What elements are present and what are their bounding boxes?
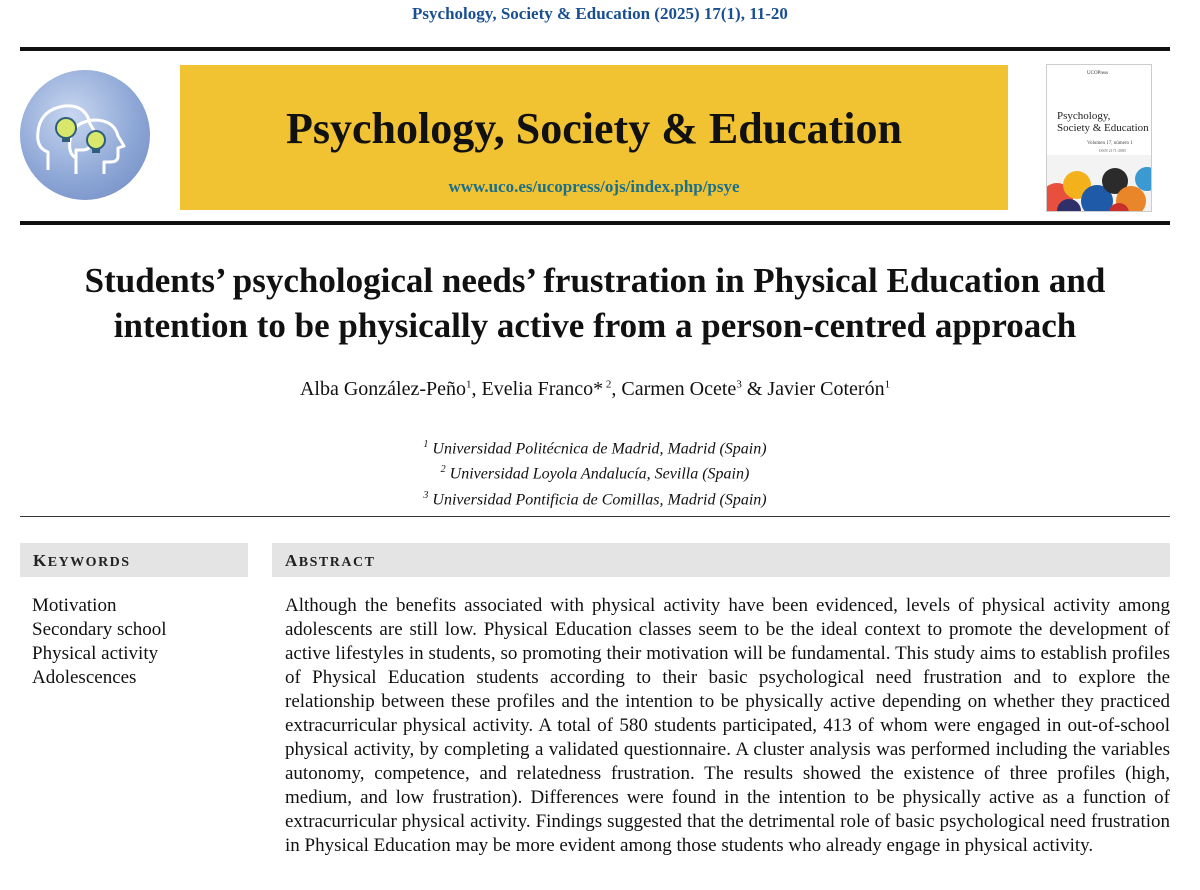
affiliation-number: 3 — [423, 489, 429, 501]
article-title: Students’ psychological needs’ frustration in Physical Education and intention to be physically active from a person-centred approach — [84, 261, 1106, 345]
keywords-heading — [20, 543, 248, 577]
affiliation-item — [0, 485, 1190, 510]
author-name: Evelia Franco* — [481, 378, 604, 400]
author-affiliation-mark: 1 — [465, 378, 472, 391]
author-list — [0, 378, 1190, 401]
keyword-item: Adolescences — [32, 667, 137, 688]
affiliation-item — [0, 459, 1190, 484]
keyword-item: Secondary school — [32, 619, 167, 640]
journal-cover-thumbnail — [1046, 64, 1152, 212]
keywords-heading-rest: EYWORDS — [47, 555, 131, 570]
journal-citation: Psychology, Society & Education (2025) 17(1), 11-20 — [412, 4, 788, 23]
author-separator: , — [471, 378, 482, 400]
affiliation-text: Universidad Politécnica de Madrid, Madrid (Spain) — [432, 440, 767, 458]
author-separator: & — [741, 378, 768, 400]
author-name: Alba González-Peño — [299, 378, 466, 400]
journal-logo — [20, 70, 150, 200]
cover-art-image — [1047, 155, 1151, 211]
affiliation-number: 1 — [423, 439, 429, 450]
abstract-heading-initial: A — [285, 551, 299, 570]
cover-issn: ISSN 2171-2085 — [1099, 148, 1127, 153]
cover-title — [1057, 110, 1149, 134]
section-divider — [20, 516, 1170, 517]
affiliation-number: 2 — [440, 464, 446, 476]
author-separator: , — [611, 378, 622, 400]
cover-title-line2: Society & Education — [1057, 122, 1149, 134]
author-name: Javier Coterón — [767, 378, 885, 400]
header-rule-bottom — [20, 221, 1170, 225]
journal-url-link[interactable]: www.uco.es/ucopress/ojs/index.php/psye — [448, 177, 740, 196]
cover-title-line1: Psychology, — [1057, 110, 1111, 122]
affiliation-text: Universidad Pontificia de Comillas, Madrid (Spain) — [432, 490, 767, 508]
keyword-item: Motivation — [32, 595, 117, 616]
affiliation-list — [0, 434, 1190, 510]
author-name: Carmen Ocete — [621, 378, 737, 400]
affiliation-text: Universidad Loyola Andalucía, Sevilla (Spain) — [449, 465, 750, 483]
cover-publisher: UCOPress — [1087, 71, 1109, 76]
keyword-item: Physical activity — [32, 643, 159, 664]
author-affiliation-mark: 3 — [736, 378, 742, 391]
abstract-heading-rest: BSTRACT — [298, 555, 376, 570]
abstract-text: Although the benefits associated with physical activity have been evidenced, levels of physical activity among adolescents are still low. Physical Education classes seem to be the ideal context to promote the development of active lifestyles in students, so promoting their motivation will be fundamental. This study aims to establish profiles of Physical Education students according to their basic psychological need frustration and to explore the relationship between these profiles and the intention to be physically active depending on whether they practiced extracurricular physical activity. A total of 580 students participated, 413 of whom were engaged in out-of-school physical activity, by completing a validated questionnaire. A cluster analysis was performed including the variables autonomy, competence, and relatedness frustration. The results showed the existence of three profiles (high, medium, and low frustration). Differences were found in the intention to be physically active as a function of extracurricular physical activity. Findings suggested that the detrimental role of basic psychological need frustration in Physical Education may be more evident among those students who already engage in physical activity. — [285, 595, 1170, 856]
journal-title: Psychology, Society & Education — [285, 104, 903, 153]
journal-banner — [180, 65, 1008, 210]
keyword-list — [32, 594, 167, 690]
header-rule-top — [20, 47, 1170, 51]
keywords-heading-initial: K — [33, 551, 48, 570]
cover-volume: Volumen 17, número 1 — [1087, 141, 1133, 146]
affiliation-item — [0, 434, 1190, 459]
author-affiliation-mark: 1 — [884, 378, 891, 391]
abstract-heading — [272, 543, 1170, 577]
author-affiliation-mark: 2 — [603, 378, 612, 391]
heads-lightbulb-icon — [20, 70, 150, 200]
